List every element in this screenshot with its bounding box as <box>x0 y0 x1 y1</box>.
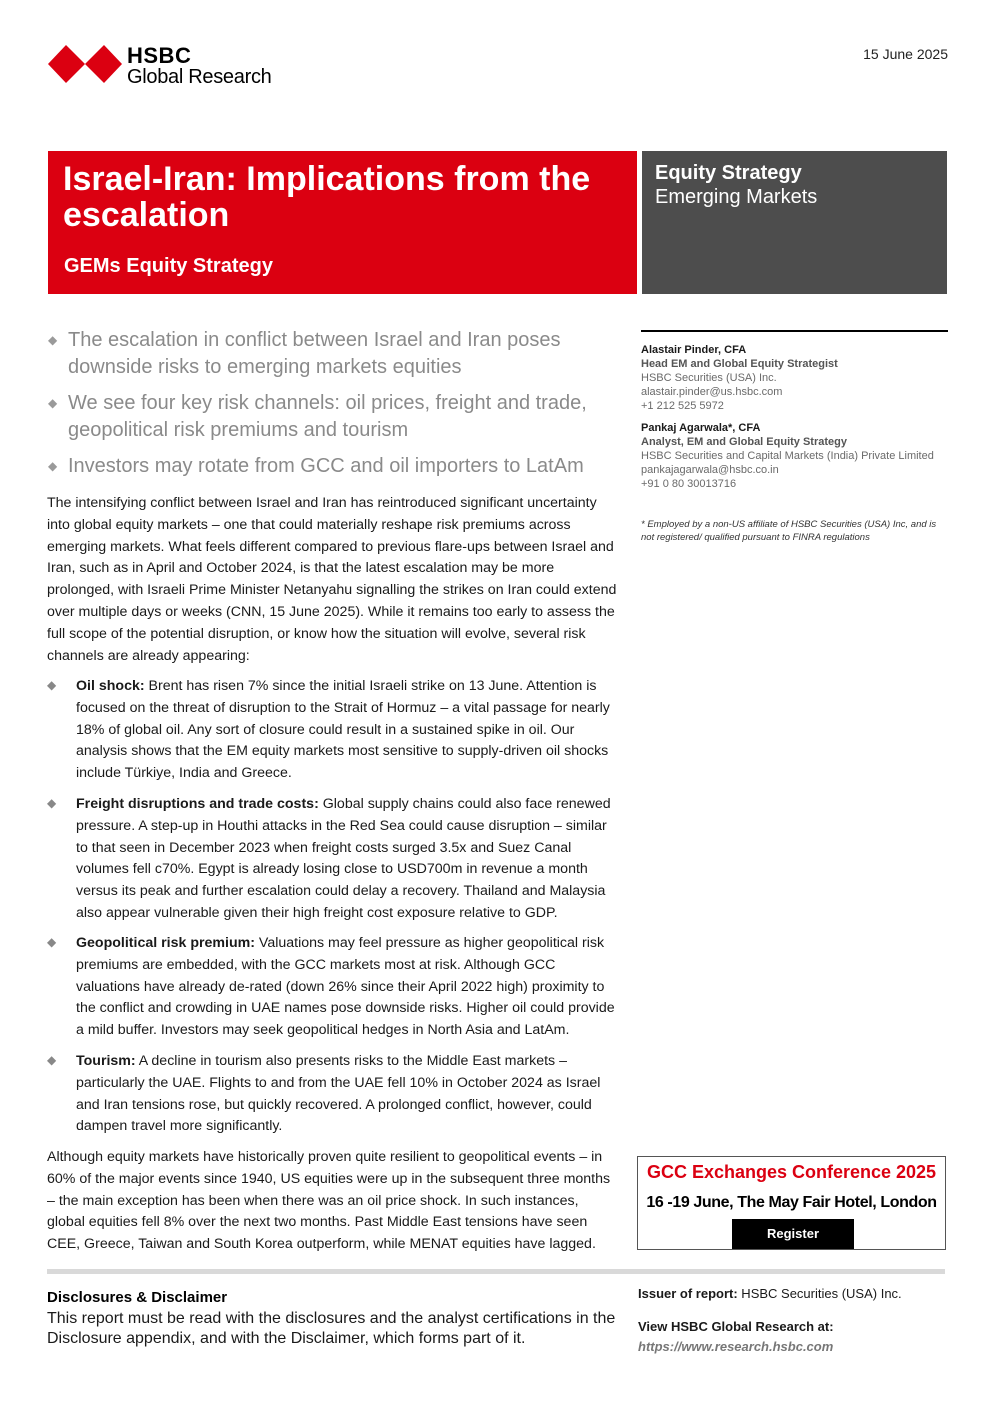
risk-label: Freight disruptions and trade costs: <box>76 796 319 812</box>
key-point <box>48 327 613 381</box>
key-point-text: The escalation in conflict between Israel and Iran poses downside risks to emerging markets equities <box>68 329 561 378</box>
brand-name: HSBC <box>127 43 192 68</box>
conference-box <box>637 1156 946 1250</box>
brand-subtitle: Global Research <box>127 66 272 88</box>
diamond-bullet-icon: ◆ <box>47 796 57 810</box>
analyst-card <box>641 421 948 491</box>
diamond-bullet-icon: ◆ <box>48 459 58 473</box>
analyst-card <box>641 343 948 413</box>
issuer-label: Issuer of report: <box>638 1286 738 1301</box>
hsbc-hexagon-icon <box>48 45 122 83</box>
analyst-company: HSBC Securities and Capital Markets (India) Private Limited <box>641 450 934 462</box>
footer-divider <box>47 1269 945 1274</box>
sector-primary: Equity Strategy <box>655 162 802 184</box>
conference-details: 16 -19 June, The May Fair Hotel, London <box>646 1194 937 1211</box>
diamond-bullet-icon: ◆ <box>47 1053 57 1067</box>
report-title: Israel-Iran: Implications from the escalation <box>63 160 591 234</box>
analyst-name: Pankaj Agarwala*, CFA <box>641 422 761 434</box>
disclosure-heading: Disclosures & Disclaimer <box>47 1289 228 1306</box>
disclosure-text: This report must be read with the disclosures and the analyst certifications in the Disclosure appendix, and with the Disclaimer, which forms part of it. <box>47 1310 616 1347</box>
key-point-text: We see four key risk channels: oil prices, freight and trade, geopolitical risk premiums and tourism <box>68 392 587 441</box>
key-point-text: Investors may rotate from GCC and oil importers to LatAm <box>68 455 584 477</box>
research-url-link[interactable]: https://www.research.hsbc.com <box>638 1339 834 1354</box>
risk-label: Geopolitical risk premium: <box>76 935 255 951</box>
sector-panel <box>642 151 947 294</box>
diamond-bullet-icon: ◆ <box>48 396 58 410</box>
analyst-phone: +1 212 525 5972 <box>641 400 724 412</box>
risk-text: Valuations may feel pressure as higher geopolitical risk premiums are embedded, with the GCC markets most at risk. Although GCC valuations have already de-rated (down 26% since their April 2022 high) proximity to the conflict and crowding in UAE names pose downside risks. Higher oil could provide a mild buffer. Investors may seek geopolitical hedges in North Asia and LatAm. <box>76 935 615 1039</box>
analyst-panel <box>641 330 948 499</box>
report-subtitle: GEMs Equity Strategy <box>64 255 273 277</box>
conference-title: GCC Exchanges Conference 2025 <box>646 1162 937 1182</box>
analyst-footnote: * Employed by a non-US affiliate of HSBC Securities (USA) Inc, and is not registered/ qualified pursuant to FINRA regulations <box>641 519 937 543</box>
closing-paragraph: Although equity markets have historically proven quite resilient to geopolitical events – in 60% of the major events since 1940, US equities were up in the subsequent three months – the main exception has been when there was an oil price shock. In such instances, global equities fell 8% over the next two months. Past Middle East tensions have seen CEE, Greece, Taiwan and South Korea outperform, while MENAT equities have lagged. <box>47 1149 611 1253</box>
key-point <box>48 390 613 444</box>
analyst-name: Alastair Pinder, CFA <box>641 344 747 356</box>
risk-text: A decline in tourism also presents risks to the Middle East markets – particularly the UAE. Flights to and from the UAE fell 10% in October 2024 as Israel and Iran tensions rose, but quickly recovered. A prolonged conflict, however, could dampen travel more significantly. <box>76 1053 601 1135</box>
risk-text: Global supply chains could also face renewed pressure. A step-up in Houthi attacks in the Red Sea could cause disruption – similar to that seen in December 2023 when freight costs surged 3.5x and Suez Canal volumes fell c70%. Egypt is already losing close to USD700m in revenue a month versus its peak and further escalation could delay a recovery. Thailand and Malaysia also appear vulnerable given their high freight cost exposure relative to GDP. <box>76 796 611 921</box>
issuer-line <box>638 1286 902 1301</box>
intro-paragraph: The intensifying conflict between Israel and Iran has reintroduced significant uncertainty into global equity markets – one that could materially reshape risk premiums across emerging markets. What feels different compared to previous flare-ups between Israel and Iran, such as in April and October 2024, is that the latest escalation may be more prolonged, with Israeli Prime Minister Netanyahu signalling the strikes on Iran could extend over multiple days or weeks (CNN, 15 June 2025). While it remains too early to assess the full scope of the potential disruption, or know how the situation will evolve, several risk channels are already appearing: <box>47 495 617 664</box>
analyst-phone: +91 0 80 30013716 <box>641 478 737 490</box>
analyst-role: Analyst, EM and Global Equity Strategy <box>641 436 847 448</box>
key-point <box>48 453 613 480</box>
register-button[interactable]: Register <box>732 1219 854 1249</box>
title-banner <box>48 151 637 294</box>
report-date: 15 June 2025 <box>863 46 948 62</box>
analyst-email[interactable]: pankajagarwala@hsbc.co.in <box>641 464 779 476</box>
issuer-value: HSBC Securities (USA) Inc. <box>737 1286 902 1301</box>
risk-label: Tourism: <box>76 1053 136 1069</box>
sector-secondary: Emerging Markets <box>655 186 818 208</box>
hsbc-logo <box>48 45 278 87</box>
analyst-role: Head EM and Global Equity Strategist <box>641 358 838 370</box>
analyst-email[interactable]: alastair.pinder@us.hsbc.com <box>641 386 783 398</box>
risk-label: Oil shock: <box>76 678 145 694</box>
risk-text: Brent has risen 7% since the initial Israeli strike on 13 June. Attention is focused on the threat of disruption to the Strait of Hormuz – a vital passage for nearly 18% of global oil. Any sort of closure could result in a sustained spike in oil. Our analysis shows that the EM equity markets most sensitive to supply-driven oil shocks include Türkiye, India and Greece. <box>76 678 610 782</box>
diamond-bullet-icon: ◆ <box>47 678 57 692</box>
analyst-company: HSBC Securities (USA) Inc. <box>641 372 777 384</box>
diamond-bullet-icon: ◆ <box>48 333 58 347</box>
view-research-label: View HSBC Global Research at: <box>638 1319 834 1334</box>
diamond-bullet-icon: ◆ <box>47 935 57 949</box>
